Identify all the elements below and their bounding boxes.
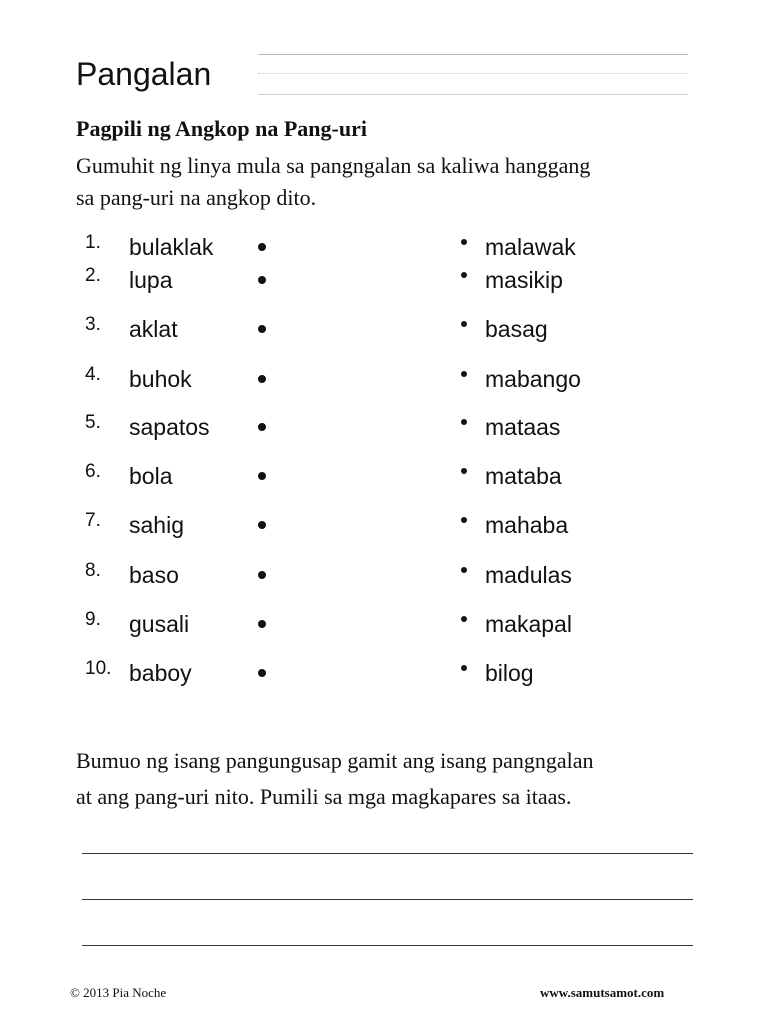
adjective-word: mahaba	[485, 512, 569, 538]
adjective-word: makapal	[485, 611, 572, 637]
noun-connector-dot[interactable]	[258, 375, 266, 383]
item-number: 1.	[85, 232, 101, 253]
footer-website: www.samutsamot.com	[540, 985, 665, 1000]
noun-word: buhok	[129, 366, 192, 392]
noun-word: sahig	[129, 512, 184, 538]
matching-row	[0, 232, 768, 262]
sentence-instructions-line-2: at ang pang-uri nito. Pumili sa mga magkapares sa itaas.	[76, 784, 572, 809]
writing-line-1[interactable]	[82, 853, 693, 854]
item-number: 8.	[85, 560, 101, 581]
adjective-connector-dot[interactable]	[461, 239, 467, 245]
matching-row	[0, 314, 768, 344]
matching-row	[0, 265, 768, 295]
noun-connector-dot[interactable]	[258, 620, 266, 628]
writing-line-3[interactable]	[82, 945, 693, 946]
adjective-connector-dot[interactable]	[461, 419, 467, 425]
noun-word: aklat	[129, 316, 178, 342]
adjective-word: masikip	[485, 267, 563, 293]
adjective-connector-dot[interactable]	[461, 616, 467, 622]
noun-word: baso	[129, 562, 179, 588]
noun-word: gusali	[129, 611, 190, 637]
section-title: Pagpili ng Angkop na Pang-uri	[76, 116, 367, 141]
item-number: 3.	[85, 314, 101, 335]
sentence-instructions	[76, 743, 696, 815]
adjective-word: basag	[485, 316, 548, 342]
name-line-guide	[258, 73, 688, 74]
noun-word: baboy	[129, 660, 192, 686]
noun-connector-dot[interactable]	[258, 669, 266, 677]
noun-connector-dot[interactable]	[258, 472, 266, 480]
noun-connector-dot[interactable]	[258, 571, 266, 579]
noun-connector-dot[interactable]	[258, 521, 266, 529]
matching-row	[0, 412, 768, 442]
matching-row	[0, 510, 768, 540]
sentence-instructions-line-1: Bumuo ng isang pangungusap gamit ang isang pangngalan	[76, 748, 594, 773]
name-line-bottom	[258, 94, 688, 95]
item-number: 5.	[85, 412, 101, 433]
name-line-top	[258, 54, 688, 55]
adjective-word: mataba	[485, 463, 562, 489]
name-label: Pangalan	[76, 56, 212, 92]
footer-copyright: © 2013 Pia Noche	[70, 985, 167, 1000]
adjective-word: madulas	[485, 562, 572, 588]
noun-connector-dot[interactable]	[258, 325, 266, 333]
adjective-word: malawak	[485, 234, 576, 260]
matching-row	[0, 560, 768, 590]
writing-line-2[interactable]	[82, 899, 693, 900]
adjective-connector-dot[interactable]	[461, 665, 467, 671]
instructions-line-1: Gumuhit ng linya mula sa pangngalan sa kaliwa hanggang	[76, 153, 591, 178]
matching-row	[0, 364, 768, 394]
item-number: 4.	[85, 364, 101, 385]
adjective-connector-dot[interactable]	[461, 567, 467, 573]
instructions	[76, 150, 696, 214]
adjective-word: bilog	[485, 660, 534, 686]
noun-word: sapatos	[129, 414, 210, 440]
instructions-line-2: sa pang-uri na angkop dito.	[76, 185, 317, 210]
matching-row	[0, 609, 768, 639]
noun-connector-dot[interactable]	[258, 423, 266, 431]
noun-word: bulaklak	[129, 234, 214, 260]
noun-word: bola	[129, 463, 173, 489]
item-number: 7.	[85, 510, 101, 531]
adjective-connector-dot[interactable]	[461, 272, 467, 278]
adjective-connector-dot[interactable]	[461, 517, 467, 523]
item-number: 2.	[85, 265, 101, 286]
noun-connector-dot[interactable]	[258, 243, 266, 251]
adjective-connector-dot[interactable]	[461, 371, 467, 377]
noun-word: lupa	[129, 267, 173, 293]
matching-row	[0, 658, 768, 688]
item-number: 6.	[85, 461, 101, 482]
adjective-word: mataas	[485, 414, 561, 440]
adjective-word: mabango	[485, 366, 581, 392]
item-number: 10.	[85, 658, 112, 679]
item-number: 9.	[85, 609, 101, 630]
matching-row	[0, 461, 768, 491]
adjective-connector-dot[interactable]	[461, 321, 467, 327]
noun-connector-dot[interactable]	[258, 276, 266, 284]
adjective-connector-dot[interactable]	[461, 468, 467, 474]
